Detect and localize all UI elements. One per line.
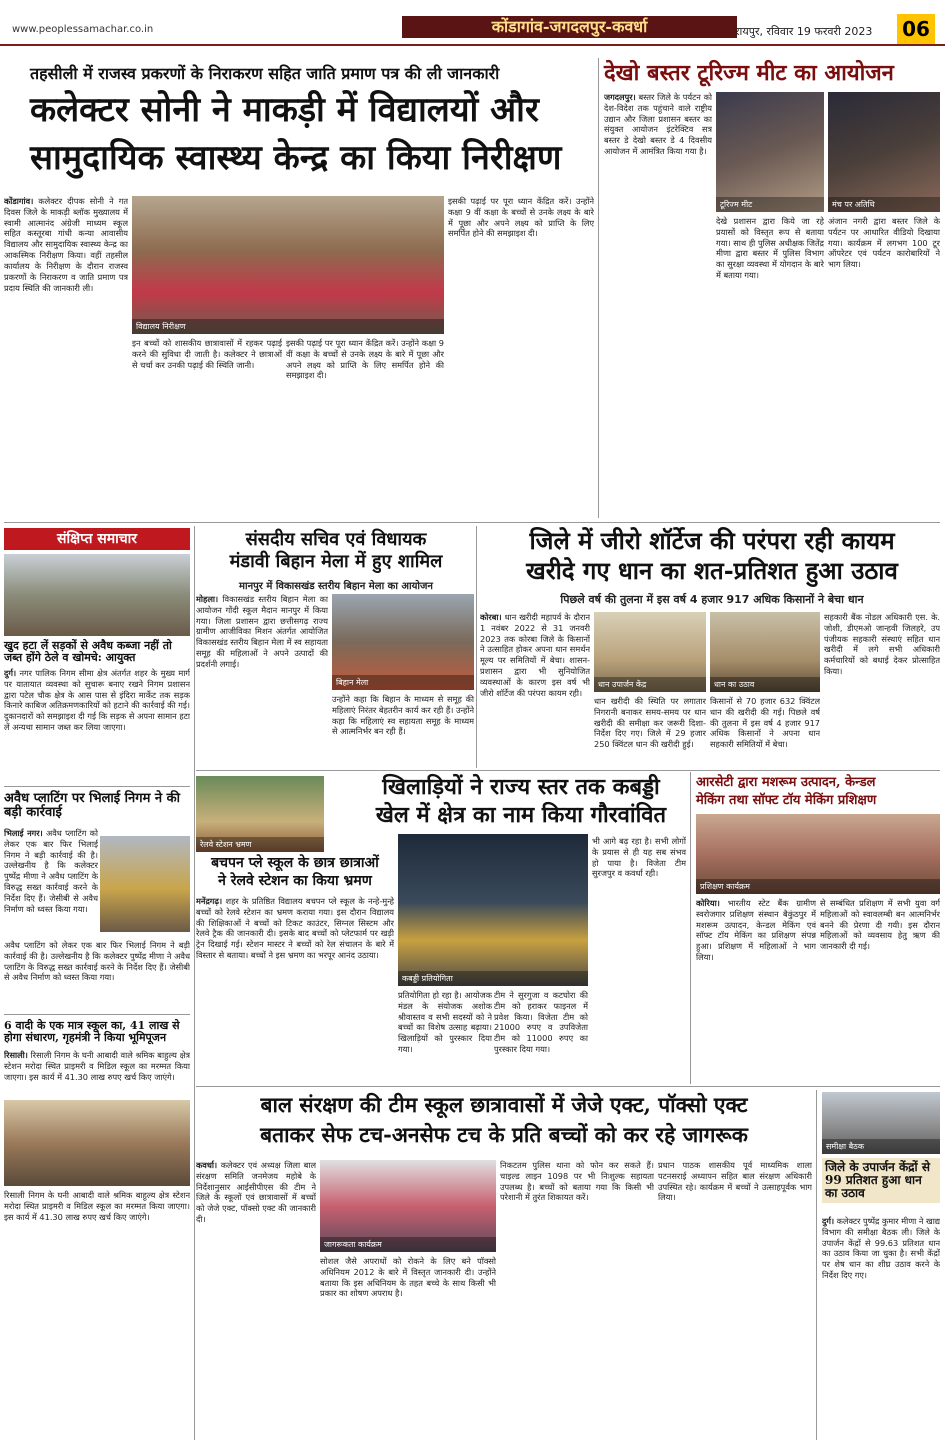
story3-subheadline: मानपुर में विकासखंड स्तरीय बिहान मेला का आयोजन <box>239 581 433 592</box>
sidebar-item3-dateline: रिसाली। <box>4 1050 28 1060</box>
story3-headline-line2: मंडावी बिहान मेला में हुए शामिल <box>229 551 443 572</box>
story5-body-c: भी आगे बढ़ रहा है। सभी लोगों के प्रयास से ही यह सब संभव हो पाया है। विजेता टीम सुरजपुर व कवर्धा रही। <box>592 836 686 879</box>
story6-dateline: मनेंद्रगढ़। <box>196 896 223 906</box>
story7-photo <box>696 814 940 894</box>
story2-photo2 <box>828 92 940 212</box>
sidebar-item2-dateline: भिलाई नगर। <box>4 828 43 838</box>
story8-body-c: निकटतम पुलिस थाना को फोन कर सकते हैं। चाइल्ड लाइन 1098 पर भी निःशुल्क सहायता उपलब्ध है। बच्चों को बताया गया कि किसी भी परेशानी में तुरंत शिकायत करें। <box>500 1160 654 1203</box>
story7-headline-line2: मेकिंग तथा सॉफ्ट टॉय मेकिंग प्रशिक्षण <box>696 793 877 808</box>
story5-column-a <box>398 990 492 1080</box>
sidebar-item2-text-cont: अवैध प्लाटिंग को लेकर एक बार फिर भिलाई निगम ने बड़ी कार्रवाई की है। उल्लेखनीय है कि कलेक्टर पुष्पेंद्र मीणा ने अवैध प्लाटिंग के विरुद्ध सख्त कार्रवाई करने के निर्देश दिए हैं। जेसीबी से अवैध निर्माण को ध्वस्त किया गया। <box>4 940 190 983</box>
story4-body-c: किसानों से 70 हजार 632 क्विंटल धान की खरीदी की गई। पिछले वर्ष की तुलना में इस वर्ष 4 हजार 917 अधिक किसानों ने अपना धान सहकारी समितियों में बेचा। <box>710 696 820 750</box>
sidebar-photo1 <box>4 554 190 636</box>
sidebar-item1-dateline: दुर्ग। <box>4 668 17 678</box>
story1-column-c <box>286 338 444 518</box>
divider <box>194 526 195 1440</box>
story6-body-b: इसके बाद बच्चों को प्लेटफार्म पर खड़ी ट्रेन दिखाई गई। स्टेशन मास्टर ने बच्चों को रेल संचालन के बारे में विस्तार से बताया। बच्चों ने इस भ्रमण का भरपूर आनंद उठाया। <box>196 928 394 961</box>
story2-column-c <box>828 216 940 516</box>
story6-column-a <box>196 896 394 1076</box>
story7-headline-line1: आरसेटी द्वारा मशरूम उत्पादन, केन्डल <box>696 775 876 790</box>
story1-body-c-cont: इसकी पढ़ाई पर पूरा ध्यान केंद्रित करें। उन्होंने कक्षा 9 वीं कक्षा के बच्चों से उनके लक्ष्य के बारे में पूछा और अपने लक्ष्य को प्राप्ति के लिए समर्पित होने की समझाइश दी। <box>448 196 594 239</box>
story6-photo-label: रेलवे स्टेशन भ्रमण <box>196 837 324 852</box>
story9-photo-label: समीक्षा बैठक <box>822 1139 940 1154</box>
divider <box>690 772 691 1084</box>
story3-photo-label: बिहान मेला <box>332 675 474 690</box>
story2-body-c: अंजान नगरी द्वारा बस्तर जिले के पर्यटन पर आधारित वीडियो दिखाया गया। कार्यक्रम में लगभग 100 टूर ऑपरेटर एवं पर्यटन कारोबारियों ने भाग लिया। <box>828 216 940 270</box>
sidebar-item2-body <box>4 828 98 938</box>
story4-headline-line2: खरीदे गए धान का शत-प्रतिशत हुआ उठाव <box>526 556 898 585</box>
sidebar-item2-body-cont <box>4 940 190 1010</box>
story2-body-a: बस्तर जिले के पर्यटन को देश-विदेश तक पहुंचाने वाले राष्ट्रीय उद्यान और जिला प्रशासन बस्तर का संयुक्त आयोजन इंटरेक्टिव सत्र बस्तर डे देखो बस्तर डे 4 दिवसीय आयोजन में आमंत्रित किया गया है। <box>604 92 712 157</box>
story8-body-b: सोशल जैसे अपराधों को रोकने के लिए बने पॉक्सो अधिनियम 2012 के बारे में विस्तृत जानकारी दी। उन्होंने बताया कि इस अधिनियम के तहत बच्चे के साथ किसी भी प्रकार का शोषण अपराध है। <box>320 1256 496 1299</box>
sidebar-item1-body <box>4 668 190 782</box>
story2-photo2-label: मंच पर अतिथि <box>828 197 940 212</box>
story4-subheadline: पिछले वर्ष की तुलना में इस वर्ष 4 हजार 917 अधिक किसानों ने बेचा धान <box>560 593 864 606</box>
story8-body-a: कलेक्टर एवं अध्यक्ष जिला बाल संरक्षण समिति जनमेजय महोबे के निर्देशानुसार आईसीपीएस की टीम ने जिले के स्कूलों एवं छात्रावासों में बच्चों को जेजे एक्ट, पॉक्सो एक्ट की जानकारी दी। <box>196 1160 316 1225</box>
story5-body-b: टीम ने सुरगुजा व कटघोरा की टीम को हराकर फाइनल में प्रवेश किया। विजेता टीम को 21000 रुपए व उपविजेता टीम को 11000 रुपए का पुरस्कार दिया गया। <box>494 990 588 1055</box>
sidebar-item3-body <box>4 1050 190 1098</box>
story4-photo2 <box>710 612 820 692</box>
story3-body-b: उन्होंने कहा कि बिहान के माध्यम से समूह की महिलाएं निरंतर बेहतरीन कार्य कर रही हैं। उन्होंने कहा कि महिलाएं स्व सहायता समूह के माध्यम से आत्मनिर्भर बन रही हैं। <box>332 694 474 737</box>
sidebar-tag: संक्षिप्त समाचार <box>4 528 190 550</box>
story9-body: कलेक्टर पुष्पेंद्र कुमार मीणा ने खाद्य विभाग की समीक्षा बैठक ली। जिले के उपार्जन केंद्रों से 99.63 प्रतिशत धान का उठाव किया जा चुका है। सभी केंद्रों पर शेष धान का शीघ्र उठाव करने के निर्देश दिए गए। <box>822 1216 940 1281</box>
story6-headline-line2: ने रेलवे स्टेशन का किया भ्रमण <box>218 873 372 889</box>
story8-column-d <box>658 1160 812 1440</box>
story2-headline: देखो बस्तर टूरिज्म मीट का आयोजन <box>604 60 894 86</box>
story7-column-a <box>696 898 816 1080</box>
story3-headline-line1: संसदीय सचिव एवं विधायक <box>245 529 427 550</box>
sidebar-item3-text-cont: रिसाली निगम के घनी आबादी वाले श्रमिक बाहुल्य क्षेत्र स्टेशन मरोदा स्थित प्राइमरी व मिडिल स्कूल का मरम्मत किया जाएगा। इस कार्य में 41.30 लाख रुपए खर्च किए जाएंगे। <box>4 1190 190 1222</box>
sidebar-item2-headline: अवैध प्लाटिंग पर भिलाई निगम ने की बड़ी कार्रवाई <box>4 791 180 821</box>
story8-column-b <box>320 1256 496 1440</box>
story8-column-c <box>500 1160 654 1440</box>
divider <box>476 526 477 768</box>
story1-kicker: तहसीली में राजस्व प्रकरणों के निराकरण सहित जाति प्रमाण पत्र की ली जानकारी <box>30 64 500 83</box>
sidebar-photo2 <box>100 836 190 932</box>
divider <box>196 770 940 771</box>
story7-column-b <box>820 898 940 1080</box>
story1-body-a: कलेक्टर दीपक सोनी ने गत दिवस जिले के माकड़ी ब्लॉक मुख्यालय में स्वामी आत्मानंद अंग्रेजी माध्यम स्कूल सहित कस्तूरबा गांधी कन्या आवासीय विद्यालय और सामुदायिक स्वास्थ्य केन्द्र का आकस्मिक निरीक्षण किया। वहीं तहसील कार्यालय के निरीक्षण के दौरान राजस्व प्रकरणों के निराकरण व जाति प्रमाण पत्र प्रदाय स्थिति की जानकारी ली। <box>4 196 128 293</box>
story8-dateline: कवर्धा। <box>196 1160 218 1170</box>
story4-body-d: सहकारी बैंक नोडल अधिकारी एस. के. जोशी, डीएमओ जान्हवी जिलहरे, उप पंजीयक सहकारी संस्थाएं सहित धान खरीदी में लगे सभी अधिकारी कर्मचारियों को बधाई देकर प्रोत्साहित किया। <box>824 612 940 677</box>
story4-body-b: धान खरीदी की स्थिति पर लगातार निगरानी बनाकर समय-समय पर धान खरीदी की समीक्षा कर जरूरी दिशा-निर्देश दिए गए। जिले में 29 हजार 250 क्विंटल धान की खरीदी हुई। <box>594 696 706 750</box>
story7-photo-label: प्रशिक्षण कार्यक्रम <box>696 879 940 894</box>
story6-headline-line1: बचपन प्ले स्कूल के छात्र छात्राओं <box>211 855 379 871</box>
divider <box>598 58 599 518</box>
story2-column-a <box>604 92 712 402</box>
story1-dateline: कोंडागांव। <box>4 196 34 206</box>
page-number: 06 <box>897 14 935 44</box>
story4-headline-line1: जिले में जीरो शॉर्टेज की परंपरा रही कायम <box>529 526 895 555</box>
story5-column-c <box>592 836 686 1080</box>
sidebar-item3-headline: 6 वादी के एक मात्र स्कूल का, 41 लाख से होगा संधारण, गृहमंत्री ने किया भूमिपूजन <box>4 1019 180 1044</box>
story5-headline-line1: खिलाड़ियों ने राज्य स्तर तक कबड्डी <box>382 774 660 800</box>
divider <box>4 786 190 787</box>
story4-dateline: कोरबा। <box>480 612 502 622</box>
story3-column-b <box>332 694 474 764</box>
story1-column-b <box>132 338 282 518</box>
story8-photo <box>320 1160 496 1252</box>
sidebar-item1-text: नगर पालिक निगम सीमा क्षेत्र अंतर्गत शहर के मुख्य मार्ग पर यातायात व्यवस्था को सुचारू बनाए रखने निगम प्रशासन द्वारा पटेल चौक क्षेत्र के आस पास से इंदिरा मार्केट तक सड़क किनारे काबिज अतिक्रमणकारियों को हटाने की कार्रवाई की गई। दुकानदारों को समझाइश दी गई कि सड़क से अपना सामान हटा लें अन्यथा सामान जब्त कर लिया जाएगा। <box>4 668 190 733</box>
story8-column-a <box>196 1160 316 1440</box>
story4-column-d <box>824 612 940 764</box>
story2-photo1-label: टूरिज्म मीट <box>716 197 824 212</box>
story5-headline-line2: खेल में क्षेत्र का नाम किया गौरवांवित <box>375 802 667 828</box>
story4-photo1-label: धान उपार्जन केंद्र <box>594 677 706 692</box>
divider <box>4 1014 190 1015</box>
story4-column-b <box>594 696 706 764</box>
story1-body-b: इन बच्चों को शासकीय छात्रावासों में रहकर पढ़ाई करने की सुविधा दी जाती है। कलेक्टर ने छात्राओं से चर्चा कर उनकी पढ़ाई की स्थिति जानी। <box>132 338 282 370</box>
divider <box>4 522 940 523</box>
story7-dateline: कोरिया। <box>696 898 720 908</box>
story4-column-c <box>710 696 820 764</box>
sidebar-item3-text: रिसाली निगम के घनी आबादी वाले श्रमिक बाहुल्य क्षेत्र स्टेशन मरोदा स्थित प्राइमरी व मिडिल स्कूल का मरम्मत किया जाएगा। इस कार्य में 41.30 लाख रुपए खर्च किए जाएंगे। <box>4 1050 190 1082</box>
story9-headline: जिले के उपार्जन केंद्रों से 99 प्रतिशत हुआ धान का उठाव <box>822 1158 940 1203</box>
story3-dateline: मोहला। <box>196 594 219 604</box>
sidebar-item1-headline: खुद हटा लें सड़कों से अवैध कब्जा नहीं तो जब्त होंगे ठेले व खोमचे: आयुक्त <box>4 639 172 664</box>
story4-photo2-label: धान का उठाव <box>710 677 820 692</box>
story3-column-a <box>196 594 328 764</box>
story3-photo <box>332 594 474 690</box>
divider <box>196 1086 940 1087</box>
story8-photo-label: जागरूकता कार्यक्रम <box>320 1237 496 1252</box>
story5-column-b <box>494 990 588 1080</box>
story8-headline-line2: बताकर सेफ टच-अनसेफ टच के प्रति बच्चों को कर रहे जागरूक <box>260 1122 748 1147</box>
story9-photo <box>822 1092 940 1154</box>
story1-headline-line2: सामुदायिक स्वास्थ्य केन्द्र का किया निरीक्षण <box>30 138 562 178</box>
divider <box>816 1090 817 1440</box>
story1-photo <box>132 196 444 334</box>
story4-body-a: धान खरीदी महापर्व के दौरान 1 नवंबर 2022 से 31 जनवरी 2023 तक कोरबा जिले के किसानों ने उत्साहित होकर अपना धान समर्थन मूल्य पर समितियों में बेचा। शासन-प्रशासन द्वारा भी सुनियोजित व्यवस्थाओं के कारण इस वर्ष भी जीरो शॉर्टेज की परंपरा कायम रही। <box>480 612 590 698</box>
story5-photo <box>398 834 588 986</box>
story1-column-d <box>448 196 594 518</box>
story7-body-a: भारतीय स्टेट बैंक ग्रामीण स्वरोजगार प्रशिक्षण संस्थान बैकुंठपुर में मशरूम उत्पादन, केन्डल मेकिंग एवं सॉफ्ट टॉय मेकिंग का प्रशिक्षण संपन्न हुआ। प्रशिक्षण में महिलाओं ने भाग लिया। <box>696 898 816 963</box>
story3-body-a: विकासखंड स्तरीय बिहान मेला का आयोजन गोंदी स्कूल मैदान मानपुर में किया गया। जिला प्रशासन द्वारा छत्तीसगढ़ राज्य ग्रामीण आजीविका मिशन अंतर्गत आयोजित विकासखंड स्तरीय बिहान मेला में स्व सहायता समूह की महिलाओं ने अपने उत्पादों की प्रदर्शनी लगाई। <box>196 594 328 669</box>
story8-body-d: प्रधान पाठक शासकीय पूर्व माध्यमिक शाला पटनसराई अध्यापन सहित बाल संरक्षण अधिकारी उपस्थित रहे। कार्यक्रम में बच्चों ने उत्साहपूर्वक भाग लिया। <box>658 1160 812 1203</box>
story1-headline-line1: कलेक्टर सोनी ने माकड़ी में विद्यालयों और <box>30 90 539 130</box>
story5-body-a: प्रतियोगिता हो रहा है। आयोजक मंडल के संयोजक अशोक श्रीवास्तव व सभी सदस्यों को ने बच्चों का विशेष उत्साह बढ़ाया। खिलाड़ियों को पुरस्कार दिया गया। <box>398 990 492 1055</box>
story2-photo1 <box>716 92 824 212</box>
story9-dateline: दुर्ग। <box>822 1216 835 1226</box>
story9-column <box>822 1216 940 1440</box>
sidebar-photo3 <box>4 1100 190 1186</box>
issue-date: रायपुर, रविवार 19 फरवरी 2023 <box>735 25 873 38</box>
sidebar-item2-text: अवैध प्लाटिंग को लेकर एक बार फिर भिलाई निगम ने बड़ी कार्रवाई की है। उल्लेखनीय है कि कलेक्टर पुष्पेंद्र मीणा ने अवैध प्लाटिंग के विरुद्ध सख्त कार्रवाई करने के निर्देश दिए हैं। जेसीबी से अवैध निर्माण को ध्वस्त किया गया। <box>4 828 98 914</box>
story1-body-c: इसकी पढ़ाई पर पूरा ध्यान केंद्रित करें। उन्होंने कक्षा 9 वीं कक्षा के बच्चों से उनके लक्ष्य के बारे में पूछा और अपने लक्ष्य को प्राप्ति के लिए समर्पित होने की समझाइश दी। <box>286 338 444 381</box>
sidebar-item3-body-cont <box>4 1190 190 1440</box>
story4-column-a <box>480 612 590 764</box>
section-title: कोंडागांव-जगदलपुर-कवर्धा <box>402 16 737 38</box>
story6-body-a: शहर के प्रतिष्ठित विद्यालय बचपन प्ले स्कूल के नन्हे-मुन्हे बच्चों को रेलवे स्टेशन का भ्रमण कराया गया। इस दौरान विद्यालय की शिक्षिकाओं ने बच्चों को टिकट काउंटर, सिग्नल सिस्टम और रेलवे ट्रैक की जानकारी दी। <box>196 896 394 939</box>
story1-column-a <box>4 196 128 518</box>
story5-photo-label: कबड्डी प्रतियोगिता <box>398 971 588 986</box>
story6-photo <box>196 776 324 852</box>
story7-body-b: से सम्बंधित प्रशिक्षण में सभी युवा वर्ग महिलाओं को स्वावलम्बी बन आत्मनिर्भर बनने की प्रेरणा दी गयी। इस दौरान महिलाओं को व्यवसाय हेतु ऋण की जानकारी दी गई। <box>820 898 940 952</box>
story1-photo-label: विद्यालय निरीक्षण <box>132 319 444 334</box>
site-url[interactable]: www.peoplessamachar.co.in <box>12 24 154 35</box>
story4-photo1 <box>594 612 706 692</box>
story8-headline-line1: बाल संरक्षण की टीम स्कूल छात्रावासों में जेजे एक्ट, पॉक्सो एक्ट <box>260 1092 748 1117</box>
story2-column-b <box>716 216 824 516</box>
story2-dateline: जगदलपुर। <box>604 92 636 102</box>
story2-body-b: देखे प्रशासन द्वारा किये जा रहे प्रयासों को विस्तृत रूप से बताया गया। साथ ही पुलिस अधीक्षक जितेंद्र मीणा द्वारा बस्तर में पुलिस विभाग का सुरक्षा व्यवस्था में योगदान के बारे में बताया गया। <box>716 216 824 281</box>
